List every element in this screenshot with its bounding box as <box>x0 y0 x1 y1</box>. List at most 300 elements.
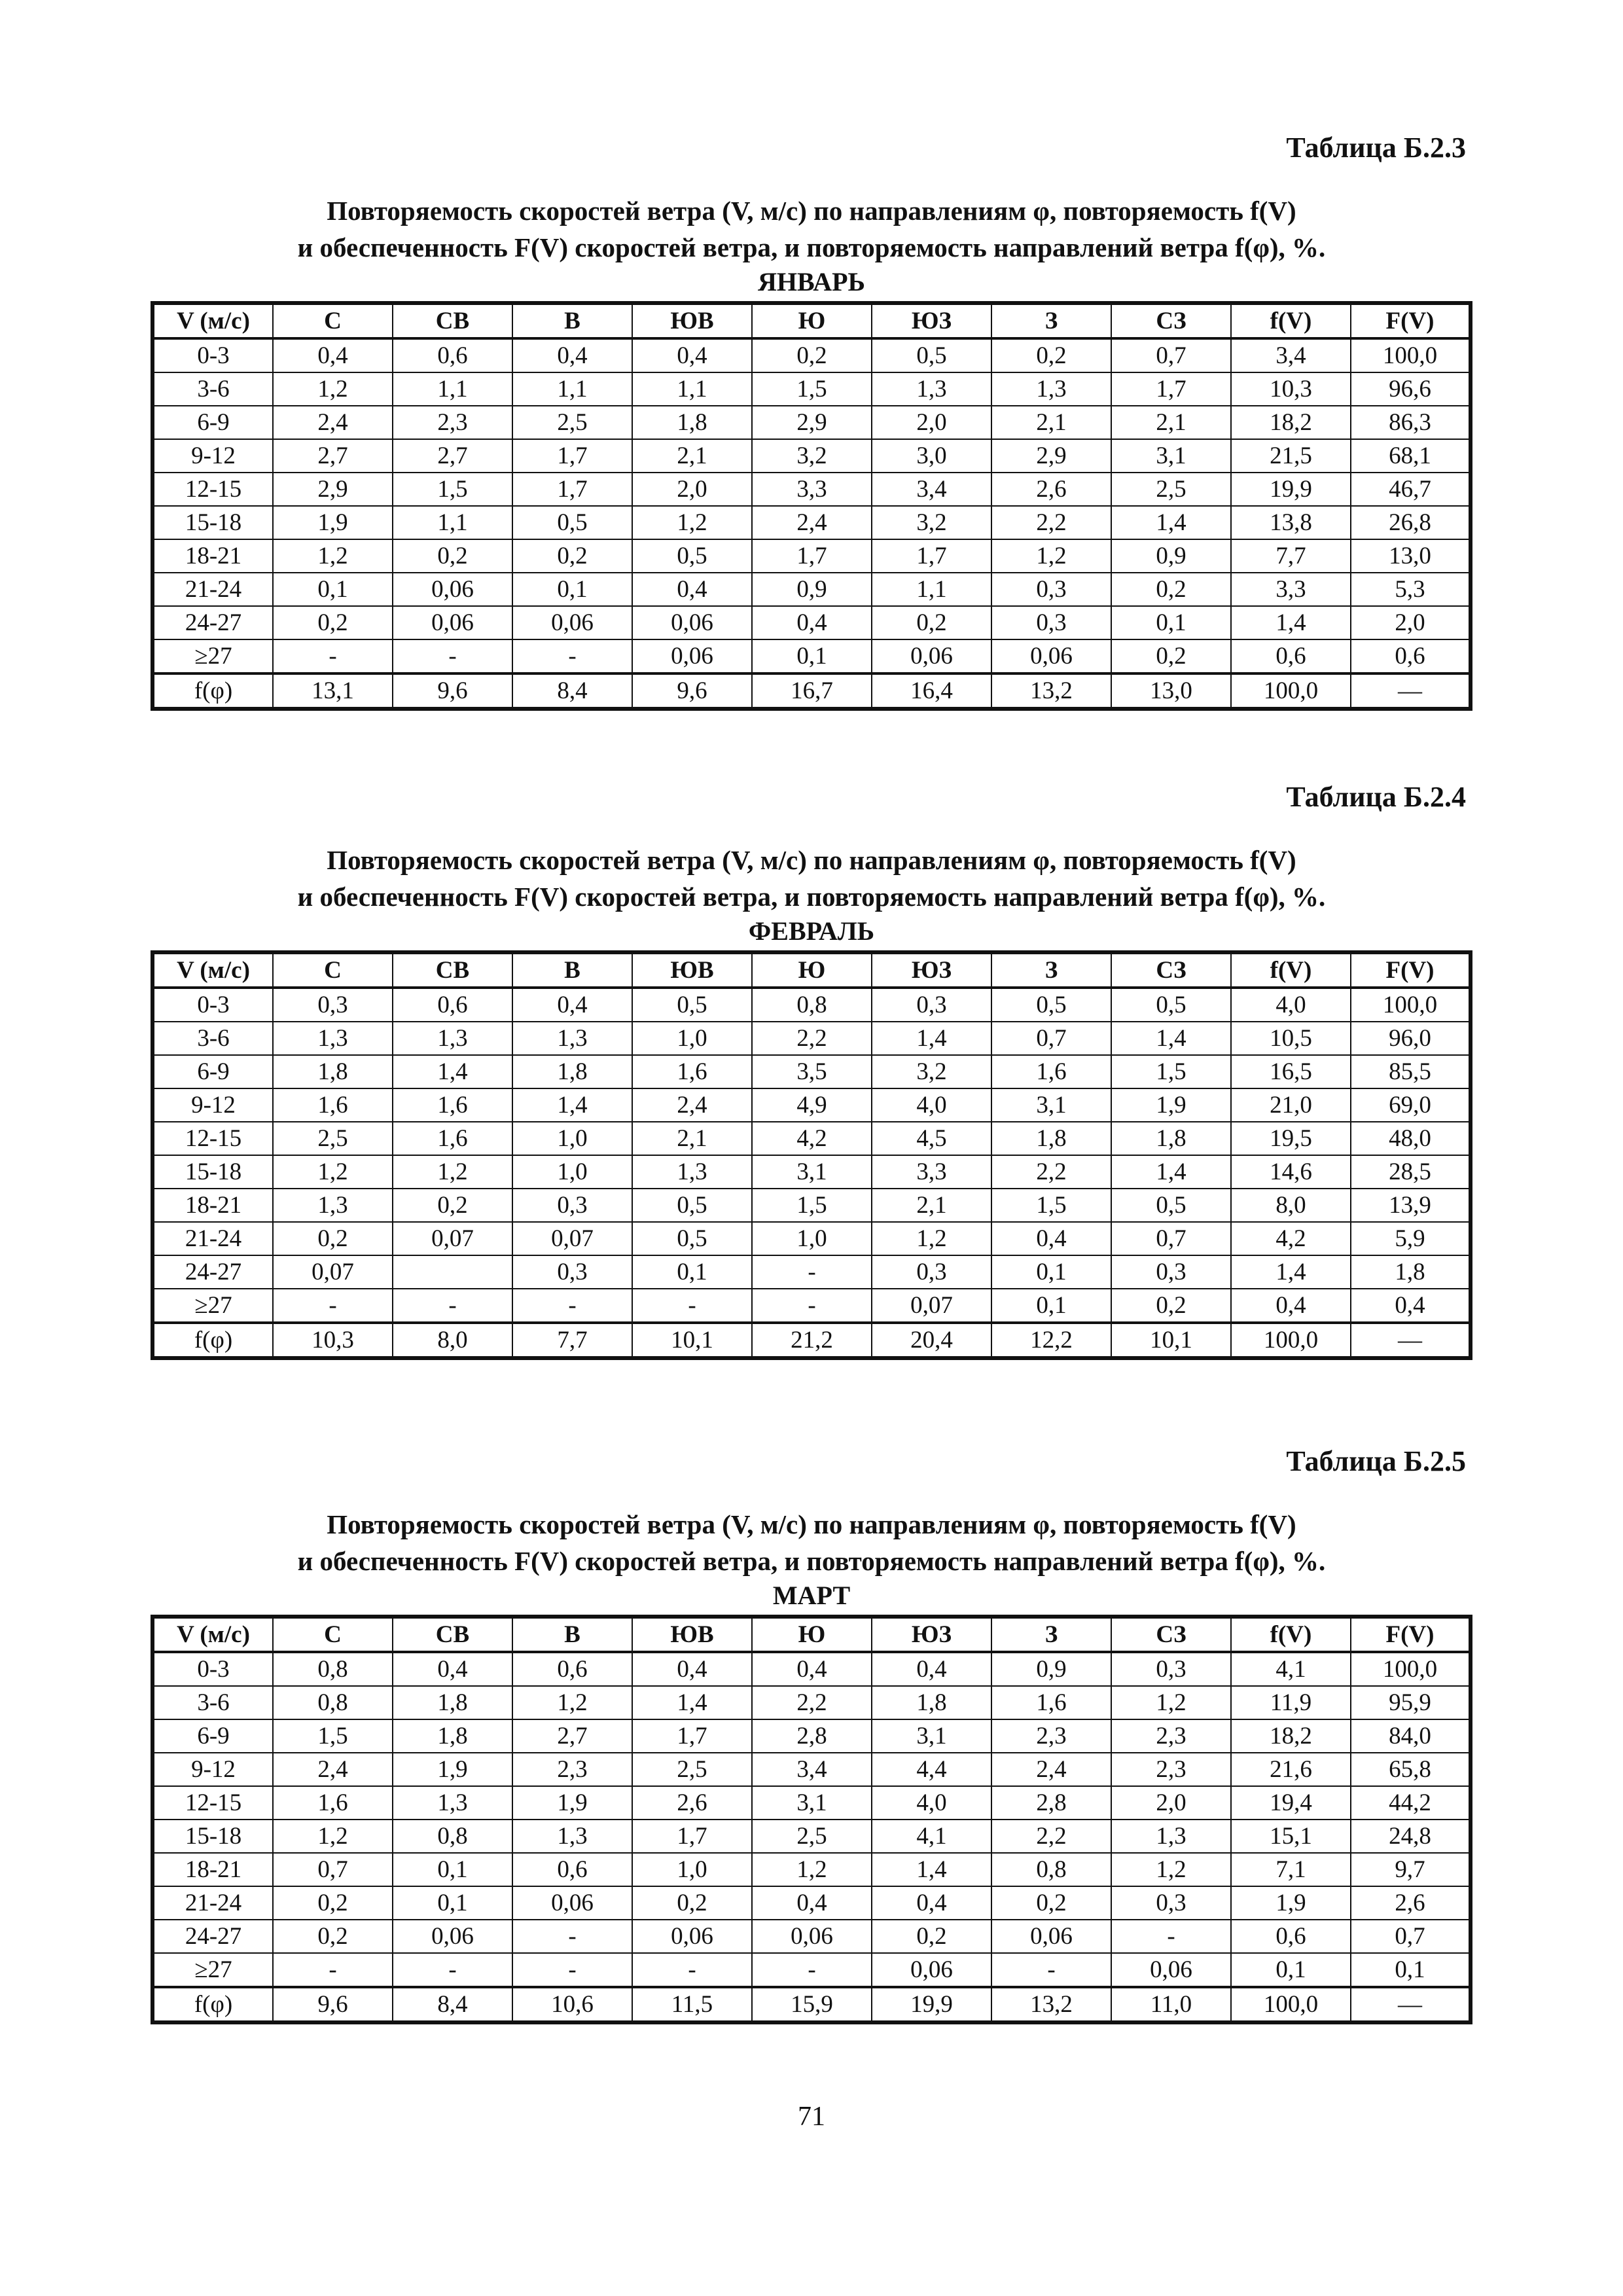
table-cell: 0,3 <box>872 988 991 1022</box>
table-cell: 0,2 <box>273 1920 393 1953</box>
table-cell: 0,4 <box>752 1652 872 1686</box>
table-cell: 1,2 <box>752 1853 872 1886</box>
table-cell: 0,1 <box>1351 1953 1471 1987</box>
sum-cell: 16,4 <box>872 673 991 709</box>
sum-cell: 11,0 <box>1111 1987 1231 2022</box>
table-cell: 3,2 <box>872 1055 991 1088</box>
table-cell: 2,1 <box>991 406 1111 439</box>
table-cell: 5,3 <box>1351 573 1471 606</box>
table-cell: 1,1 <box>512 372 632 406</box>
table-cell: 1,9 <box>1231 1886 1351 1920</box>
table-cell: 13,0 <box>1351 539 1471 573</box>
table-cell: 0,5 <box>872 338 991 372</box>
table-cell: 2,7 <box>512 1719 632 1753</box>
table-cell: 1,3 <box>393 1786 512 1820</box>
table-cell: 0,07 <box>872 1289 991 1323</box>
table-cell: 2,5 <box>632 1753 752 1786</box>
table-cell: 1,3 <box>273 1189 393 1222</box>
sum-cell: 15,9 <box>752 1987 872 2022</box>
sum-cell: — <box>1351 1323 1471 1358</box>
table-cell: 2,5 <box>273 1122 393 1155</box>
direction-frequency-row <box>152 673 1471 709</box>
table-cell: 1,1 <box>632 372 752 406</box>
table-cell: - <box>1111 1920 1231 1953</box>
table-cell: 0,2 <box>273 606 393 639</box>
table-cell: 1,3 <box>1111 1820 1231 1853</box>
table-cell: 0,2 <box>752 338 872 372</box>
speed-range-cell: 18-21 <box>152 1853 273 1886</box>
table-cell: 0,06 <box>632 1920 752 1953</box>
table-cell: 0,9 <box>991 1652 1111 1686</box>
sum-cell: 13,2 <box>991 1987 1111 2022</box>
table-cell: 0,6 <box>1231 1920 1351 1953</box>
table-cell: 1,2 <box>512 1686 632 1719</box>
table-cell: 0,8 <box>752 988 872 1022</box>
table-cell: 2,4 <box>991 1753 1111 1786</box>
table-cell: 0,5 <box>512 506 632 539</box>
table-row <box>152 1189 1471 1222</box>
speed-range-cell: 15-18 <box>152 506 273 539</box>
table-cell: 0,06 <box>632 639 752 673</box>
sum-row-label: f(φ) <box>152 673 273 709</box>
table-cell: 0,2 <box>872 606 991 639</box>
column-header: ЮВ <box>632 952 752 988</box>
table-row <box>152 1122 1471 1155</box>
speed-range-cell: 3-6 <box>152 1022 273 1055</box>
column-header: В <box>512 1617 632 1652</box>
table-block-february <box>151 779 1472 1360</box>
table-cell: 2,5 <box>512 406 632 439</box>
table-cell: 0,1 <box>991 1289 1111 1323</box>
table-cell: 1,2 <box>632 506 752 539</box>
wind-table <box>151 301 1472 711</box>
table-row <box>152 1022 1471 1055</box>
table-cell <box>393 1255 512 1289</box>
table-cell: 2,1 <box>1111 406 1231 439</box>
speed-range-cell: 21-24 <box>152 1222 273 1255</box>
table-cell: 2,9 <box>991 439 1111 473</box>
table-cell: 2,7 <box>273 439 393 473</box>
table-cell: 69,0 <box>1351 1088 1471 1122</box>
table-cell: 1,7 <box>512 439 632 473</box>
column-header: V (м/с) <box>152 952 273 988</box>
table-cell: 1,2 <box>1111 1853 1231 1886</box>
speed-range-cell: 9-12 <box>152 1753 273 1786</box>
table-cell: 15,1 <box>1231 1820 1351 1853</box>
table-block-march <box>151 1443 1472 2024</box>
table-cell: - <box>512 639 632 673</box>
table-cell: 0,1 <box>1231 1953 1351 1987</box>
table-cell: 0,3 <box>991 573 1111 606</box>
table-row <box>152 1853 1471 1886</box>
table-cell: 1,0 <box>632 1022 752 1055</box>
sum-row-label: f(φ) <box>152 1323 273 1358</box>
sum-cell: 10,1 <box>632 1323 752 1358</box>
table-row <box>152 988 1471 1022</box>
table-cell: 0,3 <box>872 1255 991 1289</box>
sum-cell: 100,0 <box>1231 673 1351 709</box>
table-cell: 0,3 <box>512 1189 632 1222</box>
speed-range-cell: 12-15 <box>152 1122 273 1155</box>
table-cell: 2,3 <box>1111 1753 1231 1786</box>
table-cell: 1,4 <box>393 1055 512 1088</box>
table-cell: 0,1 <box>393 1853 512 1886</box>
table-cell: 3,5 <box>752 1055 872 1088</box>
table-cell: 0,6 <box>393 338 512 372</box>
month-title: ФЕВРАЛЬ <box>748 916 875 946</box>
table-cell: 3,3 <box>872 1155 991 1189</box>
table-cell: 1,6 <box>393 1088 512 1122</box>
table-cell: 2,4 <box>632 1088 752 1122</box>
table-cell: 1,8 <box>512 1055 632 1088</box>
table-cell: - <box>393 1289 512 1323</box>
table-cell: 1,4 <box>1231 1255 1351 1289</box>
sum-cell: 8,4 <box>512 673 632 709</box>
table-number: Таблица Б.2.5 <box>1286 1445 1466 1477</box>
table-cell: 100,0 <box>1351 338 1471 372</box>
table-cell: 1,8 <box>393 1719 512 1753</box>
table-cell: 1,3 <box>273 1022 393 1055</box>
column-header: Ю <box>752 1617 872 1652</box>
table-cell: 4,2 <box>1231 1222 1351 1255</box>
sum-cell: 100,0 <box>1231 1323 1351 1358</box>
table-cell: 0,3 <box>512 1255 632 1289</box>
table-cell: 86,3 <box>1351 406 1471 439</box>
table-row <box>152 372 1471 406</box>
table-cell: 2,4 <box>273 1753 393 1786</box>
table-cell: - <box>393 639 512 673</box>
table-row <box>152 1920 1471 1953</box>
table-cell: 1,4 <box>632 1686 752 1719</box>
sum-cell: 19,9 <box>872 1987 991 2022</box>
table-cell: 2,2 <box>752 1022 872 1055</box>
sum-cell: 11,5 <box>632 1987 752 2022</box>
table-cell: 19,9 <box>1231 473 1351 506</box>
table-cell: 1,8 <box>393 1686 512 1719</box>
table-cell: 1,4 <box>1111 1022 1231 1055</box>
table-cell: 3,1 <box>752 1155 872 1189</box>
table-cell: 1,6 <box>393 1122 512 1155</box>
table-row <box>152 606 1471 639</box>
speed-range-cell: 6-9 <box>152 406 273 439</box>
table-cell: 3,0 <box>872 439 991 473</box>
column-header: ЮЗ <box>872 952 991 988</box>
table-cell: 16,5 <box>1231 1055 1351 1088</box>
column-header: З <box>991 303 1111 338</box>
table-cell: - <box>273 1289 393 1323</box>
sum-cell: 10,6 <box>512 1987 632 2022</box>
table-cell: 4,2 <box>752 1122 872 1155</box>
table-row <box>152 1255 1471 1289</box>
table-cell: 0,9 <box>1111 539 1231 573</box>
speed-range-cell: 12-15 <box>152 1786 273 1820</box>
table-cell: 8,0 <box>1231 1189 1351 1222</box>
column-header: СЗ <box>1111 1617 1231 1652</box>
table-cell: 2,2 <box>991 506 1111 539</box>
table-cell: 0,2 <box>1111 639 1231 673</box>
table-cell: 11,9 <box>1231 1686 1351 1719</box>
table-cell: 18,2 <box>1231 406 1351 439</box>
table-cell: 2,9 <box>752 406 872 439</box>
table-cell: 0,7 <box>991 1022 1111 1055</box>
table-cell: 0,1 <box>393 1886 512 1920</box>
sum-cell: 13,2 <box>991 673 1111 709</box>
table-cell: 0,2 <box>991 1886 1111 1920</box>
table-cell: 1,9 <box>273 506 393 539</box>
table-cell: 3,4 <box>1231 338 1351 372</box>
column-header: V (м/с) <box>152 303 273 338</box>
sum-cell: 10,1 <box>1111 1323 1231 1358</box>
table-cell: 4,1 <box>1231 1652 1351 1686</box>
table-cell: 1,8 <box>632 406 752 439</box>
table-cell: 3,3 <box>1231 573 1351 606</box>
column-header: СВ <box>393 952 512 988</box>
table-cell: 0,4 <box>1231 1289 1351 1323</box>
table-cell: 0,4 <box>1351 1289 1471 1323</box>
caption-line-2: и обеспеченность F(V) скоростей ветра, и повторяемость направлений ветра f(φ), %. <box>297 882 1326 912</box>
table-cell: 1,6 <box>632 1055 752 1088</box>
table-cell: 1,4 <box>1111 1155 1231 1189</box>
column-header: ЮВ <box>632 303 752 338</box>
table-cell: 2,1 <box>872 1189 991 1222</box>
table-cell: 1,5 <box>1111 1055 1231 1088</box>
table-cell: 1,2 <box>393 1155 512 1189</box>
table-cell: 1,3 <box>991 372 1111 406</box>
table-cell: 0,2 <box>872 1920 991 1953</box>
table-cell: 2,0 <box>1111 1786 1231 1820</box>
table-row <box>152 1652 1471 1686</box>
table-body <box>152 988 1471 1358</box>
table-row <box>152 1786 1471 1820</box>
table-row <box>152 1820 1471 1853</box>
caption-line-1: Повторяемость скоростей ветра (V, м/с) по направлениям φ, повторяемость f(V) <box>327 845 1296 875</box>
table-cell: 3,1 <box>991 1088 1111 1122</box>
table-cell: 10,3 <box>1231 372 1351 406</box>
table-cell: 1,0 <box>632 1853 752 1886</box>
table-row <box>152 439 1471 473</box>
table-cell: 0,3 <box>273 988 393 1022</box>
speed-range-cell: 24-27 <box>152 606 273 639</box>
table-cell: 3,4 <box>752 1753 872 1786</box>
sum-cell: 13,0 <box>1111 673 1231 709</box>
table-cell: 1,7 <box>872 539 991 573</box>
table-cell: 1,6 <box>273 1088 393 1122</box>
table-cell: - <box>512 1289 632 1323</box>
column-header: f(V) <box>1231 1617 1351 1652</box>
speed-range-cell: 24-27 <box>152 1920 273 1953</box>
table-cell: 2,6 <box>991 473 1111 506</box>
table-cell: 1,1 <box>393 506 512 539</box>
table-cell: 46,7 <box>1351 473 1471 506</box>
table-cell: 0,8 <box>393 1820 512 1853</box>
table-row <box>152 338 1471 372</box>
table-cell: 0,4 <box>273 338 393 372</box>
table-cell: 0,06 <box>512 606 632 639</box>
table-cell: 0,7 <box>1111 1222 1231 1255</box>
table-cell: 1,7 <box>512 473 632 506</box>
table-cell: 1,6 <box>273 1786 393 1820</box>
table-cell: 3,2 <box>872 506 991 539</box>
direction-frequency-row <box>152 1987 1471 2022</box>
table-cell: 2,4 <box>273 406 393 439</box>
speed-range-cell: ≥27 <box>152 639 273 673</box>
table-cell: 1,5 <box>393 473 512 506</box>
speed-range-cell: 9-12 <box>152 1088 273 1122</box>
table-cell: 0,06 <box>991 1920 1111 1953</box>
table-cell: - <box>273 639 393 673</box>
table-row <box>152 406 1471 439</box>
table-cell: 4,0 <box>872 1786 991 1820</box>
table-row <box>152 639 1471 673</box>
table-cell: 0,9 <box>752 573 872 606</box>
table-cell: 9,7 <box>1351 1853 1471 1886</box>
table-cell: 2,8 <box>752 1719 872 1753</box>
table-cell: 2,0 <box>1351 606 1471 639</box>
table-cell: 0,2 <box>512 539 632 573</box>
table-row <box>152 1055 1471 1088</box>
table-block-january <box>151 130 1472 711</box>
table-cell: 1,4 <box>872 1853 991 1886</box>
column-header: С <box>273 1617 393 1652</box>
table-cell: 1,0 <box>512 1122 632 1155</box>
column-header: В <box>512 952 632 988</box>
table-cell: 1,6 <box>991 1686 1111 1719</box>
table-cell: 0,1 <box>991 1255 1111 1289</box>
table-cell: 2,7 <box>393 439 512 473</box>
table-cell: 2,1 <box>632 1122 752 1155</box>
table-row <box>152 473 1471 506</box>
column-header: СЗ <box>1111 303 1231 338</box>
table-cell: 1,8 <box>991 1122 1111 1155</box>
sum-cell: 9,6 <box>273 1987 393 2022</box>
table-cell: 1,7 <box>752 539 872 573</box>
table-cell: 0,2 <box>273 1886 393 1920</box>
table-cell: 4,0 <box>872 1088 991 1122</box>
table-cell: 26,8 <box>1351 506 1471 539</box>
table-cell: 0,8 <box>991 1853 1111 1886</box>
table-cell: 28,5 <box>1351 1155 1471 1189</box>
column-header: С <box>273 303 393 338</box>
table-row <box>152 1686 1471 1719</box>
table-cell: 0,3 <box>991 606 1111 639</box>
table-cell: - <box>752 1289 872 1323</box>
column-header: С <box>273 952 393 988</box>
table-cell: 1,0 <box>512 1155 632 1189</box>
table-cell: 5,9 <box>1351 1222 1471 1255</box>
speed-range-cell: 0-3 <box>152 988 273 1022</box>
table-cell: 1,2 <box>273 1820 393 1853</box>
speed-range-cell: 6-9 <box>152 1719 273 1753</box>
table-cell: 21,5 <box>1231 439 1351 473</box>
table-cell: 3,1 <box>1111 439 1231 473</box>
column-header: З <box>991 952 1111 988</box>
table-cell: 3,3 <box>752 473 872 506</box>
sum-cell: 9,6 <box>632 673 752 709</box>
table-cell: 13,9 <box>1351 1189 1471 1222</box>
table-row <box>152 1886 1471 1920</box>
table-cell: 0,3 <box>1111 1886 1231 1920</box>
speed-range-cell: 15-18 <box>152 1155 273 1189</box>
table-cell: 1,5 <box>752 372 872 406</box>
table-row <box>152 573 1471 606</box>
caption-line-2: и обеспеченность F(V) скоростей ветра, и повторяемость направлений ветра f(φ), %. <box>297 232 1326 262</box>
table-cell: 2,0 <box>632 473 752 506</box>
speed-range-cell: ≥27 <box>152 1289 273 1323</box>
sum-row-label: f(φ) <box>152 1987 273 2022</box>
table-cell: 0,4 <box>872 1886 991 1920</box>
table-cell: 0,5 <box>1111 1189 1231 1222</box>
table-cell: 1,7 <box>1111 372 1231 406</box>
table-cell: 2,8 <box>991 1786 1111 1820</box>
column-header: V (м/с) <box>152 1617 273 1652</box>
column-header: Ю <box>752 952 872 988</box>
table-cell: 19,5 <box>1231 1122 1351 1155</box>
table-cell: 18,2 <box>1231 1719 1351 1753</box>
speed-range-cell: 3-6 <box>152 1686 273 1719</box>
table-cell: 2,5 <box>1111 473 1231 506</box>
table-row <box>152 1222 1471 1255</box>
table-cell: 48,0 <box>1351 1122 1471 1155</box>
table-row <box>152 1289 1471 1323</box>
table-cell: 0,5 <box>991 988 1111 1022</box>
table-cell: 0,3 <box>1111 1652 1231 1686</box>
table-cell: 1,8 <box>1111 1122 1231 1155</box>
table-cell: 13,8 <box>1231 506 1351 539</box>
table-row <box>152 506 1471 539</box>
sum-cell: — <box>1351 673 1471 709</box>
table-cell: 0,6 <box>393 988 512 1022</box>
speed-range-cell: 6-9 <box>152 1055 273 1088</box>
table-cell: - <box>512 1920 632 1953</box>
sum-cell: 13,1 <box>273 673 393 709</box>
table-cell: - <box>752 1255 872 1289</box>
table-cell: 2,6 <box>632 1786 752 1820</box>
table-cell: 3,4 <box>872 473 991 506</box>
table-cell: 96,6 <box>1351 372 1471 406</box>
table-cell: 100,0 <box>1351 1652 1471 1686</box>
table-cell: 2,2 <box>991 1820 1111 1853</box>
table-cell: 65,8 <box>1351 1753 1471 1786</box>
table-cell: 3,1 <box>872 1719 991 1753</box>
column-header: ЮЗ <box>872 303 991 338</box>
month-title: ЯНВАРЬ <box>758 267 865 296</box>
table-cell: 21,0 <box>1231 1088 1351 1122</box>
table-cell: 2,4 <box>752 506 872 539</box>
table-cell: 0,5 <box>632 539 752 573</box>
table-cell: 0,5 <box>632 1189 752 1222</box>
column-header: СЗ <box>1111 952 1231 988</box>
table-cell: 68,1 <box>1351 439 1471 473</box>
table-cell: 0,06 <box>632 606 752 639</box>
wind-table <box>151 950 1472 1360</box>
table-body <box>152 338 1471 709</box>
table-cell: 0,2 <box>393 1189 512 1222</box>
table-cell: 1,3 <box>632 1155 752 1189</box>
page-number: 71 <box>798 2102 825 2132</box>
column-header: СВ <box>393 1617 512 1652</box>
table-cell: 1,1 <box>872 573 991 606</box>
table-cell: 1,2 <box>1111 1686 1231 1719</box>
column-header: ЮЗ <box>872 1617 991 1652</box>
table-body <box>152 1652 1471 2022</box>
table-cell: 0,06 <box>393 573 512 606</box>
table-cell: 21,6 <box>1231 1753 1351 1786</box>
speed-range-cell: 18-21 <box>152 539 273 573</box>
sum-cell: 12,2 <box>991 1323 1111 1358</box>
table-cell: 2,5 <box>752 1820 872 1853</box>
table-cell: 1,9 <box>512 1786 632 1820</box>
table-cell: 44,2 <box>1351 1786 1471 1820</box>
